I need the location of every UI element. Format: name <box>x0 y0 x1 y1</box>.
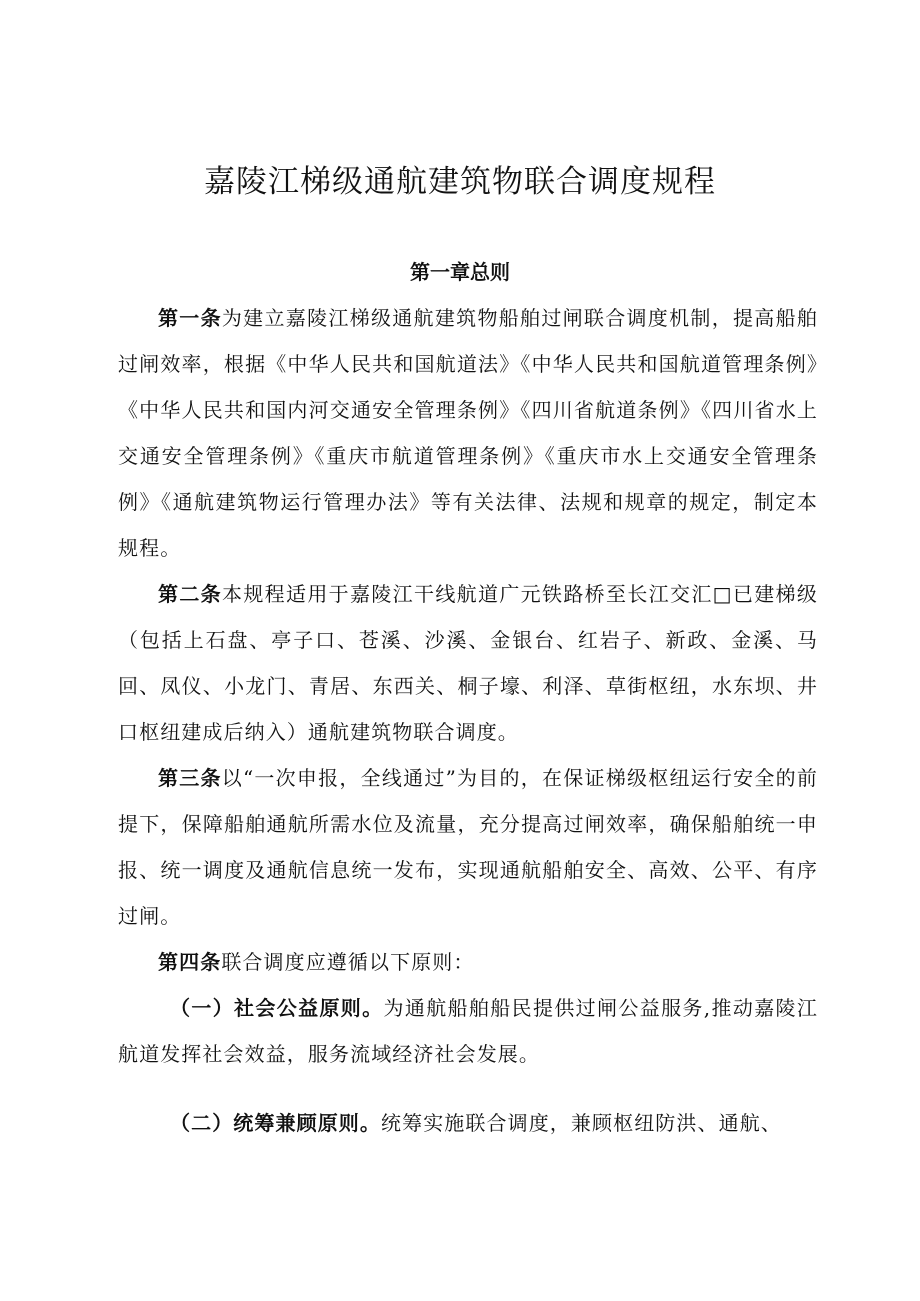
principle-1 <box>118 985 818 1077</box>
article-paragraph <box>118 571 818 755</box>
principle-label: （一）社会公益原则。 <box>170 996 384 1020</box>
article-label: 第一条 <box>158 306 222 330</box>
article-4 <box>118 939 818 985</box>
document-title: 嘉陵江梯级通航建筑物联合调度规程 <box>204 164 716 200</box>
article-paragraph <box>118 939 818 985</box>
article-label: 第二条 <box>158 582 222 606</box>
article-text: 以“一次申报，全线通过”为目的，在保证梯级枢纽运行安全的前提下，保障船舶通航所需水位及流量，充分提高过闸效率，确保船舶统一申报、统一调度及通航信息统一发布，实现通航船舶安全、高效、公平、有序过闸。 <box>118 766 818 928</box>
principle-paragraph <box>118 985 818 1077</box>
article-3 <box>118 755 818 939</box>
principle-label: （二）统筹兼顾原则。 <box>170 1111 381 1135</box>
chapter-heading: 第一章总则 <box>410 260 510 284</box>
article-label: 第三条 <box>158 766 222 790</box>
article-text: 联合调度应遵循以下原则： <box>221 950 475 974</box>
article-paragraph <box>118 755 818 939</box>
article-text: 本规程适用于嘉陵江干线航道广元铁路桥至长江交汇□已建梯级（包括上石盘、亭子口、苍溪、沙溪、金银台、红岩子、新政、金溪、马回、凤仪、小龙门、青居、东西关、桐子壕、利泽、草街枢纽，水东坝、井口枢纽建成后纳入）通航建筑物联合调度。 <box>118 582 818 744</box>
article-label: 第四条 <box>158 950 222 974</box>
principle-2 <box>118 1100 818 1146</box>
principle-paragraph <box>118 1100 818 1146</box>
principle-text: 为通航船舶船民提供过闸公益服务,推动嘉陵江航道发挥社会效益，服务流域经济社会发展。 <box>118 996 818 1066</box>
article-text: 为建立嘉陵江梯级通航建筑物船舶过闸联合调度机制，提高船舶过闸效率，根据《中华人民共和国航道法》《中华人民共和国航道管理条例》《中华人民共和国内河交通安全管理条例》《四川省航道条例》《四川省水上交通安全管理条例》《重庆市航道管理条例》《重庆市水上交通安全管理条例》《通航建筑物运行管理办法》等有关法律、法规和规章的规定，制定本规程。 <box>118 306 818 560</box>
article-2 <box>118 571 818 755</box>
article-1 <box>118 295 818 571</box>
article-paragraph <box>118 295 818 571</box>
principle-text: 统筹实施联合调度，兼顾枢纽防洪、通航、 <box>381 1111 782 1135</box>
